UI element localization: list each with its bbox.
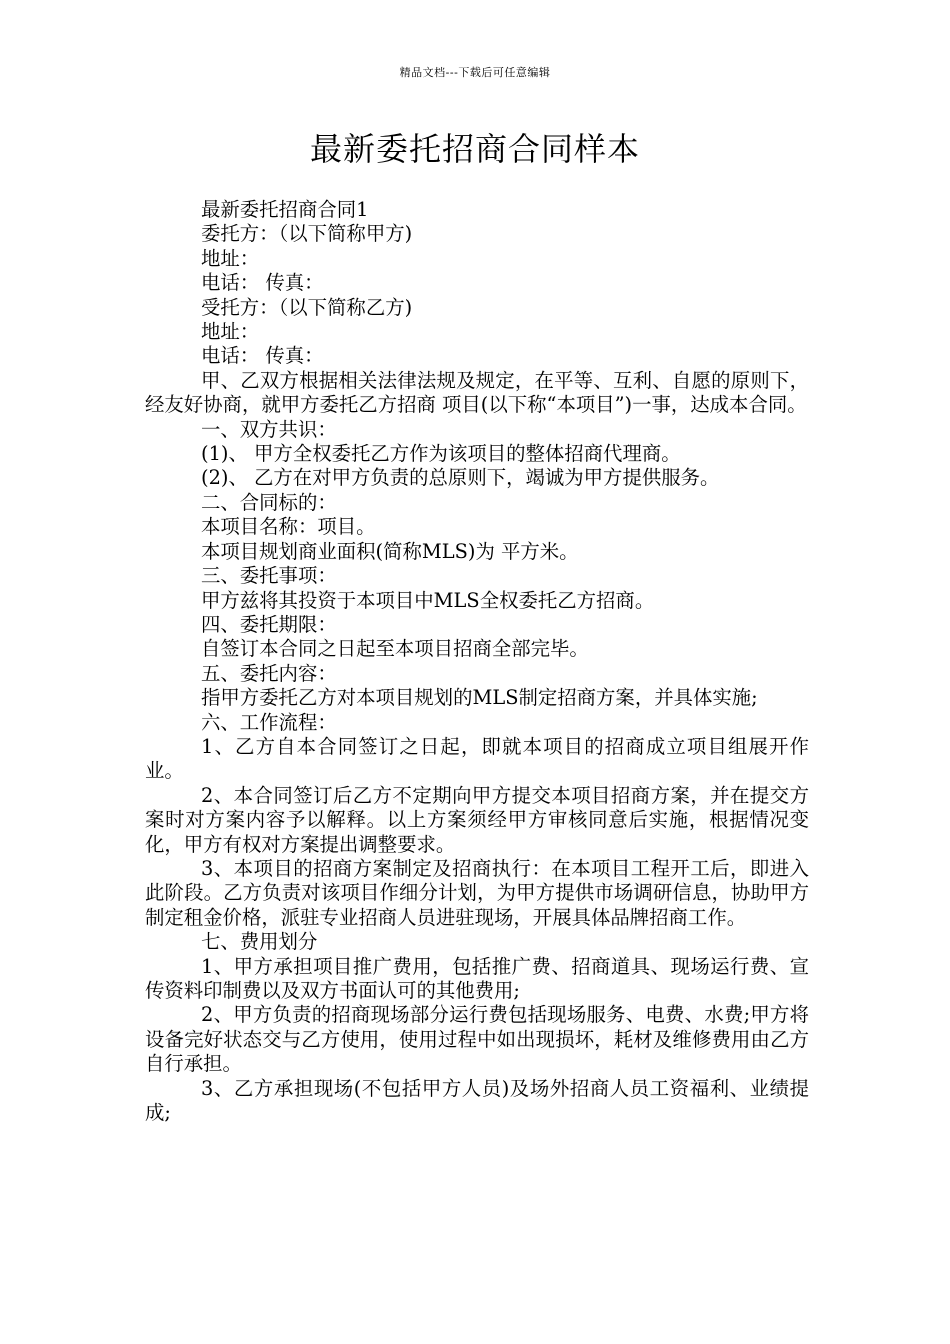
paragraph: 3、乙方承担现场(不包括甲方人员)及场外招商人员工资福利、业绩提成; [145, 1076, 809, 1125]
section-heading: 二、合同标的： [201, 490, 337, 514]
paragraph: 地址： [201, 320, 260, 344]
section-heading: 五、委托内容： [201, 661, 337, 685]
section-heading: 三、委托事项： [201, 564, 337, 588]
paragraph: 2、甲方负责的招商现场部分运行费包括现场服务、电费、水费;甲方将设备完好状态交与乙方使用，使用过程中如出现损坏，耗材及维修费用由乙方自行承担。 [145, 1003, 809, 1076]
paragraph: 电话： 传真： [201, 344, 324, 368]
header-note: 精品文档---下载后可任意编辑 [399, 66, 551, 79]
paragraph: 委托方：（以下简称甲方) [201, 222, 413, 246]
paragraph: 最新委托招商合同1 [201, 198, 369, 221]
paragraph: (1)、 甲方全权委托乙方作为该项目的整体招商代理商。 [201, 442, 681, 466]
document-title: 最新委托招商合同样本 [309, 130, 640, 168]
paragraph: 自签订本合同之日起至本项目招商全部完毕。 [201, 637, 589, 661]
paragraph: 地址： [201, 246, 260, 270]
paragraph: 3、本项目的招商方案制定及招商执行：在本项目工程开工后，即进入此阶段。乙方负责对该项目作细分计划，为甲方提供市场调研信息，协助甲方制定租金价格，派驻专业招商人员进驻现场，开展具体品牌招商工作。 [145, 856, 809, 929]
paragraph: 甲、乙双方根据相关法律法规及规定，在平等、互利、自愿的原则下，经友好协商，就甲方委托乙方招商 项目(以下称“本项目”)一事，达成本合同。 [145, 368, 809, 417]
document-body [145, 198, 809, 1125]
paragraph: 2、本合同签订后乙方不定期向甲方提交本项目招商方案，并在提交方案时对方案内容予以解释。以上方案须经甲方审核同意后实施，根据情况变化，甲方有权对方案提出调整要求。 [145, 783, 809, 856]
paragraph: 受托方：（以下简称乙方) [201, 295, 413, 319]
paragraph: 电话： 传真： [201, 271, 324, 295]
section-heading: 六、工作流程： [201, 710, 337, 734]
section-heading: 七、费用划分 [201, 930, 318, 954]
paragraph: 甲方兹将其投资于本项目中MLS全权委托乙方招商。 [201, 588, 655, 612]
paragraph: 指甲方委托乙方对本项目规划的MLS制定招商方案，并具体实施; [201, 686, 758, 710]
section-heading: 四、委托期限： [201, 612, 337, 636]
paragraph: 1、乙方自本合同签订之日起，即就本项目的招商成立项目组展开作业。 [145, 734, 809, 783]
paragraph: 1、甲方承担项目推广费用，包括推广费、招商道具、现场运行费、宣传资料印制费以及双方书面认可的其他费用; [145, 954, 809, 1002]
paragraph: 本项目名称：项目。 [201, 515, 376, 539]
paragraph: (2)、 乙方在对甲方负责的总原则下，竭诚为甲方提供服务。 [201, 466, 720, 490]
section-heading: 一、双方共识： [201, 417, 337, 441]
paragraph: 本项目规划商业面积(简称MLS)为 平方米。 [201, 539, 579, 563]
